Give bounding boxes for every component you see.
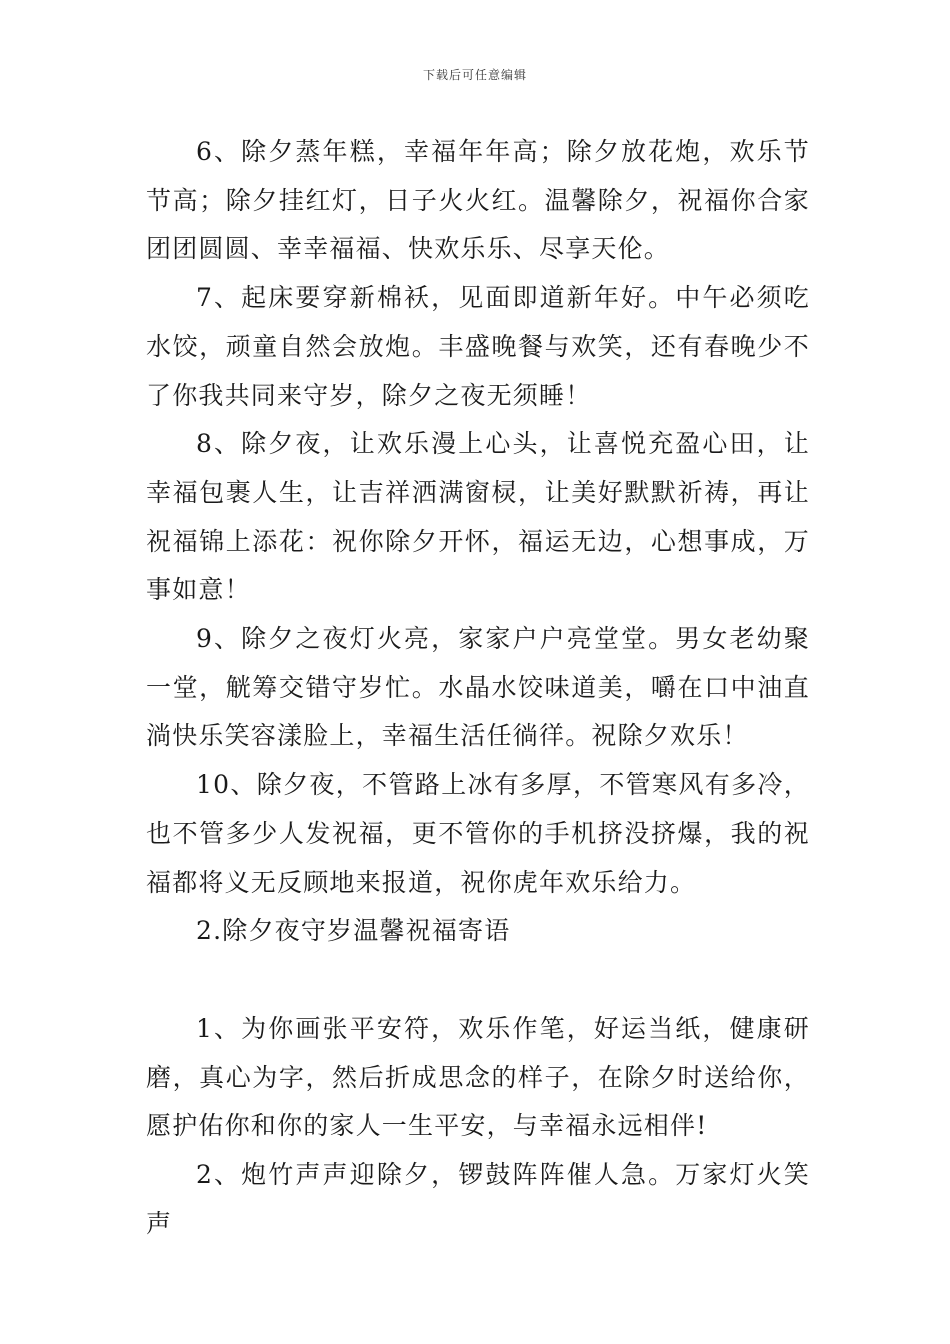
paragraph-section2-2: 2、炮竹声声迎除夕，锣鼓阵阵催人急。万家灯火笑声: [146, 1160, 810, 1238]
paragraph-9: 9、除夕之夜灯火亮，家家户户亮堂堂。男女老幼聚一堂，觥筹交错守岁忙。水晶水饺味道美，嚼在口中油直淌快乐笑容漾脸上，幸福生活任徜徉。祝除夕欢乐！: [146, 624, 810, 751]
paragraph-6: 6、除夕蒸年糕，幸福年年高；除夕放花炮，欢乐节节高；除夕挂红灯，日子火火红。温馨除夕，祝福你合家团团圆圆、幸幸福福、快欢乐乐、尽享天伦。: [146, 137, 810, 264]
paragraph-10: 10、除夕夜，不管路上冰有多厚，不管寒风有多冷，也不管多少人发祝福，更不管你的手机挤没挤爆，我的祝福都将义无反顾地来报道，祝你虎年欢乐给力。: [146, 770, 810, 897]
page-header: 下载后可任意编辑: [422, 68, 527, 82]
document-body: [146, 128, 810, 1248]
section-heading: 2.除夕夜守岁温馨祝福寄语: [196, 916, 511, 946]
paragraph-8: 8、除夕夜，让欢乐漫上心头，让喜悦充盈心田，让幸福包裹人生，让吉祥洒满窗棂，让美好默默祈祷，再让祝福锦上添花：祝你除夕开怀，福运无边，心想事成，万事如意！: [146, 429, 810, 605]
paragraph-section2-1: 1、为你画张平安符，欢乐作笔，好运当纸，健康研磨，真心为字，然后折成思念的样子，在除夕时送给你，愿护佑你和你的家人一生平安，与幸福永远相伴!: [146, 1013, 810, 1141]
paragraph-7: 7、起床要穿新棉袄，见面即道新年好。中午必须吃水饺，顽童自然会放炮。丰盛晚餐与欢笑，还有春晚少不了你我共同来守岁，除夕之夜无须睡！: [146, 283, 810, 410]
